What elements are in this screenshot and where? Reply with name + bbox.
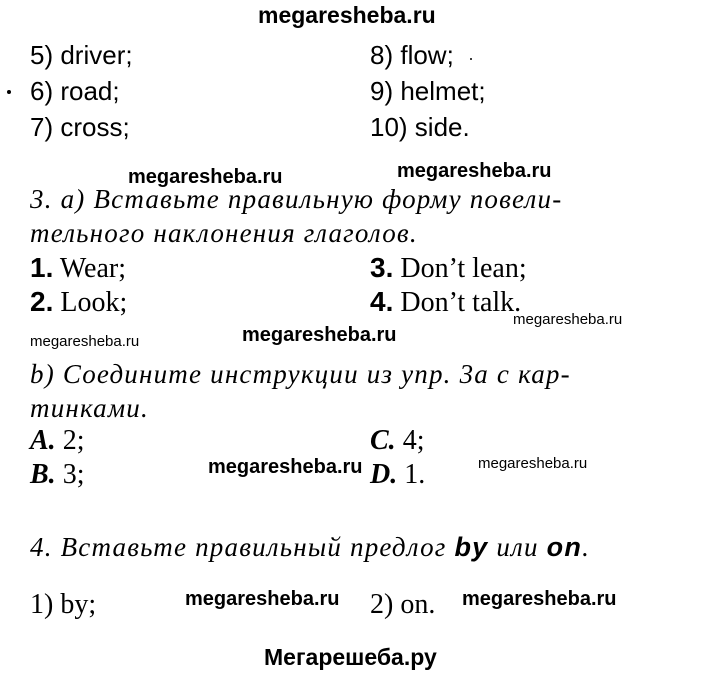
- speck-mark: [470, 58, 472, 60]
- watermark: megaresheba.ru: [513, 311, 623, 328]
- watermark: megaresheba.ru: [208, 456, 363, 478]
- watermark: megaresheba.ru: [30, 333, 140, 350]
- exercise-3a-instruction: 3. a) Вставьте правильную форму повели-: [30, 184, 563, 214]
- answer-6: 6) road;: [30, 76, 120, 106]
- watermark: megaresheba.ru: [185, 588, 340, 610]
- watermark: megaresheba.ru: [242, 324, 397, 346]
- exercise-3b-instruction-cont: тинками.: [30, 393, 149, 423]
- exercise-4-answer-1: 1) by;: [30, 589, 97, 620]
- answer-7: 7) cross;: [30, 112, 130, 142]
- exercise-3b-item-d: D. 1.: [370, 459, 426, 490]
- answer-10: 10) side.: [370, 112, 470, 142]
- exercise-3a-item-3: 3. Don’t lean;: [370, 252, 527, 284]
- exercise-4-answer-2: 2) on.: [370, 589, 436, 620]
- exercise-3b-item-c: C. 4;: [370, 425, 425, 456]
- answer-8: 8) flow;: [370, 40, 454, 70]
- word-on: on: [546, 532, 583, 562]
- watermark: megaresheba.ru: [128, 166, 283, 188]
- exercise-4-instruction: 4. Вставьте правильный предлог by или on.: [30, 532, 591, 562]
- exercise-3b-instruction: b) Соедините инструкции из упр. 3а с кар-: [30, 359, 571, 389]
- exercise-3b-item-a: A. 2;: [30, 425, 85, 456]
- watermark: megaresheba.ru: [397, 160, 552, 182]
- watermark-bottom: Мегарешеба.ру: [264, 644, 437, 670]
- answer-9: 9) helmet;: [370, 76, 486, 106]
- exercise-3a-instruction-cont: тельного наклонения глаголов.: [30, 218, 418, 248]
- speck-mark: [7, 90, 11, 94]
- watermark: megaresheba.ru: [462, 588, 617, 610]
- exercise-3a-item-1: 1. Wear;: [30, 252, 126, 284]
- answer-5: 5) driver;: [30, 40, 133, 70]
- word-by: by: [454, 532, 489, 562]
- exercise-3a-item-4: 4. Don’t talk.: [370, 286, 522, 318]
- exercise-3b-item-b: B. 3;: [30, 459, 85, 490]
- watermark: megaresheba.ru: [478, 455, 588, 472]
- exercise-3a-item-2: 2. Look;: [30, 286, 128, 318]
- watermark-top: megaresheba.ru: [258, 2, 436, 28]
